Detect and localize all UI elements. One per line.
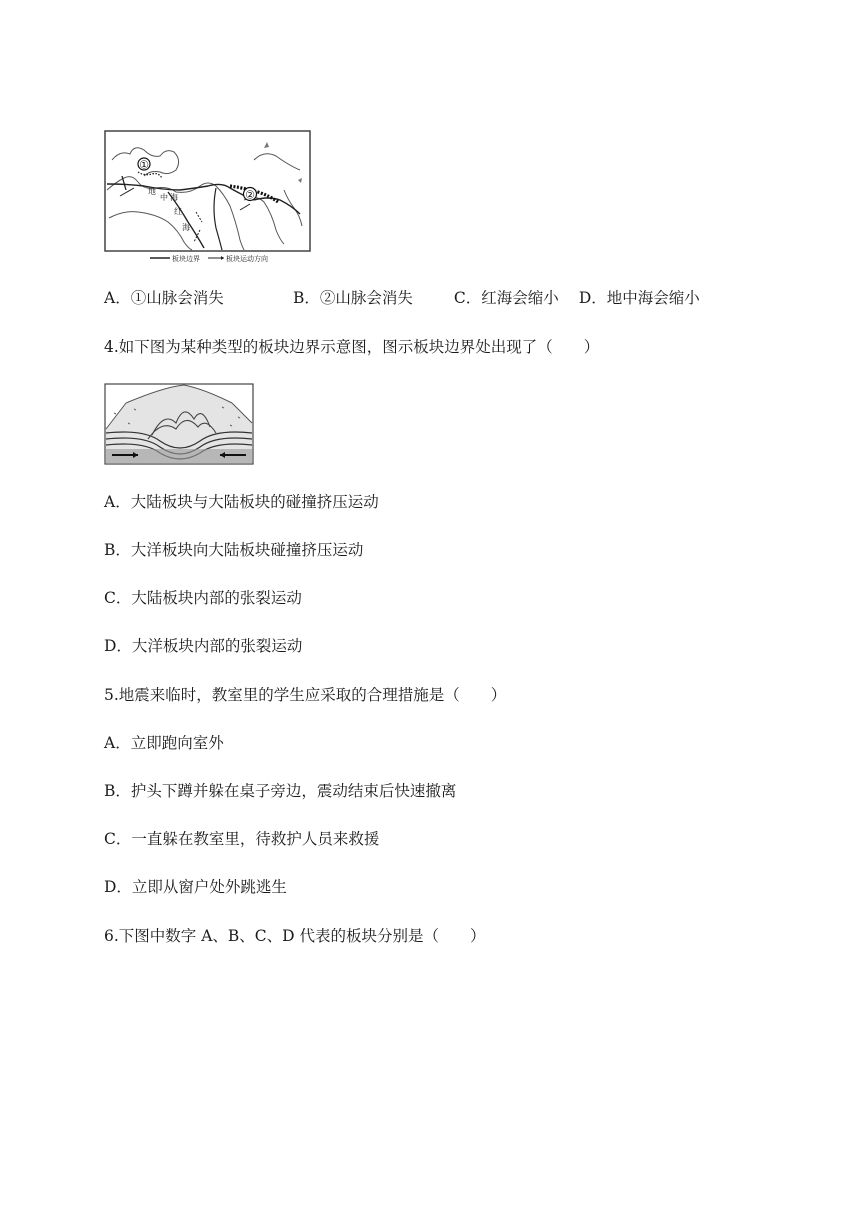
collision-cross-section: [104, 383, 256, 467]
q4-stem: 4.如下图为某种类型的板块边界示意图，图示板块边界处出现了（ ）: [104, 338, 600, 356]
svg-text:中: 中: [160, 193, 168, 202]
q3-option-b[interactable]: B．②山脉会消失: [292, 289, 413, 307]
q4-option-a[interactable]: A．大陆板块与大陆板块的碰撞挤压运动: [104, 493, 379, 511]
svg-text:板块边界: 板块边界: [172, 255, 200, 263]
collision-cross-section-figure: [104, 383, 256, 467]
q6-stem: 6.下图中数字 A、B、C、D 代表的板块分别是（ ）: [104, 927, 486, 945]
q3-option-d[interactable]: D．地中海会缩小: [578, 289, 700, 307]
q3-option-a[interactable]: A．①山脉会消失: [104, 289, 224, 307]
svg-text:②: ②: [245, 188, 255, 202]
q3-option-c[interactable]: C．红海会缩小: [453, 289, 559, 307]
q5-option-b[interactable]: B．护头下蹲并躲在桌子旁边，震动结束后快速撤离: [104, 782, 457, 800]
plate-boundary-map-figure: [104, 130, 316, 266]
q5-option-c[interactable]: C．一直躲在教室里，待救护人员来救援: [104, 830, 380, 848]
q4-option-d[interactable]: D．大洋板块内部的张裂运动: [104, 637, 303, 655]
plate-boundary-map: [104, 130, 316, 266]
svg-text:海: 海: [170, 193, 178, 202]
svg-text:地: 地: [148, 187, 156, 196]
q5-option-a[interactable]: A．立即跑向室外: [104, 734, 224, 752]
q5-stem: 5.地震来临时，教室里的学生应采取的合理措施是（ ）: [104, 686, 507, 704]
q5-option-d[interactable]: D．立即从窗户处外跳逃生: [104, 878, 287, 896]
svg-text:海: 海: [182, 223, 190, 232]
q4-option-b[interactable]: B．大洋板块向大陆板块碰撞挤压运动: [104, 541, 364, 559]
svg-text:红: 红: [174, 207, 182, 216]
q3-options-row: [104, 287, 700, 309]
q4-option-c[interactable]: C．大陆板块内部的张裂运动: [104, 589, 302, 607]
svg-text:板块运动方向: 板块运动方向: [226, 255, 268, 263]
svg-text:①: ①: [139, 158, 149, 172]
